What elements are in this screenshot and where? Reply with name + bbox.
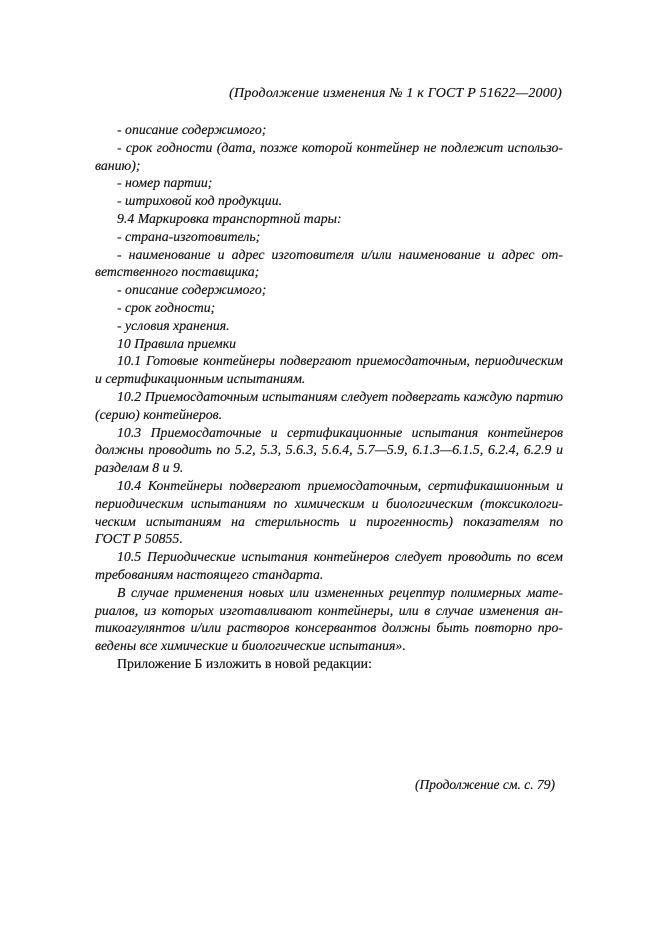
- text-line: (серию) контейнеров.: [95, 406, 223, 422]
- text-line: - наименование и адрес изготовителя и/или наименование и адрес от-: [117, 246, 563, 262]
- text-line: 10.2 Приемосдаточным испытаниям следует подвергать каждую партию: [117, 388, 563, 404]
- text-line: В случае применения новых или измененных рецептур полимерных мате-: [117, 584, 563, 600]
- text-line: - срок годности (дата, позже которой контейнер не подлежит использо-: [117, 139, 563, 155]
- footer-note: (Продолжение см. с. 79): [415, 777, 555, 792]
- text-line: и сертификационным испытаниям.: [95, 371, 306, 387]
- text-line: 10.4 Контейнеры подвергают приемосдаточным, сертификашионным и: [117, 477, 563, 493]
- paragraph: [95, 335, 563, 353]
- text-line: 9.4 Маркировка транспортной тары:: [117, 210, 342, 226]
- text-line: риалов, из которых изготавливают контейнеры, или в случае изменения ан-: [95, 602, 563, 618]
- text-line: 10.1 Готовые контейнеры подвергают приемосдаточным, периодическим: [117, 353, 563, 369]
- text-line: разделам 8 и 9.: [95, 460, 184, 476]
- text-line: 10.3 Приемосдаточные и сертификационные испытания контейнеров: [117, 424, 563, 440]
- text-line: - штриховой код продукции.: [117, 193, 283, 209]
- text-line: ческим испытаниям на стерильность и пирогенность) показателям по: [95, 513, 563, 529]
- text-line: должны проводить по 5.2, 5.3, 5.6.3, 5.6.4, 5.7—5.9, 6.1.3—6.1.5, 6.2.4, 6.2.9 и: [95, 442, 563, 458]
- text-line: периодическим испытаниям по химическим и биологическим (токсикологи-: [95, 495, 563, 511]
- paragraph: [95, 388, 563, 424]
- document-body: [95, 121, 563, 673]
- appendix-note-paragraph: [95, 655, 563, 673]
- paragraph: [95, 424, 563, 477]
- paragraph: [95, 281, 563, 299]
- paragraph: [95, 228, 563, 246]
- paragraph: [95, 246, 563, 282]
- text-line: - описание содержимого;: [117, 122, 267, 137]
- text-line: - срок годности;: [117, 299, 216, 315]
- text-line: ГОСТ Р 50855.: [95, 531, 183, 547]
- paragraph: [95, 584, 563, 655]
- text-line: - номер партии;: [117, 175, 213, 191]
- paragraph: [95, 548, 563, 584]
- text-line: Приложение Б изложить в новой редакции:: [117, 655, 372, 671]
- paragraph: [95, 317, 563, 335]
- paragraph: [95, 192, 563, 210]
- text-line: - страна-изготовитель;: [117, 228, 261, 244]
- paragraph: [95, 210, 563, 228]
- text-line: ведены все химические и биологические испытания».: [95, 638, 406, 654]
- paragraph: [95, 477, 563, 548]
- text-line: требованиям настоящего стандарта.: [95, 566, 324, 582]
- paragraph: [95, 174, 563, 192]
- text-line: тикоагулянтов и/или растворов консервантов должны быть повторно про-: [95, 620, 563, 636]
- text-line: ветственного поставщика;: [95, 264, 260, 280]
- paragraph: [95, 299, 563, 317]
- paragraph: [95, 352, 563, 388]
- text-line: 10 Правила приемки: [117, 335, 237, 351]
- text-line: 10.5 Периодические испытания контейнеров следует проводить по всем: [117, 549, 563, 565]
- header-note: (Продолжение изменения № 1 к ГОСТ Р 51622—2000): [229, 86, 562, 101]
- text-line: ванию);: [95, 157, 141, 173]
- text-line: - описание содержимого;: [117, 282, 267, 298]
- text-line: - условия хранения.: [117, 317, 230, 333]
- paragraph: [95, 139, 563, 175]
- paragraph: [95, 121, 563, 139]
